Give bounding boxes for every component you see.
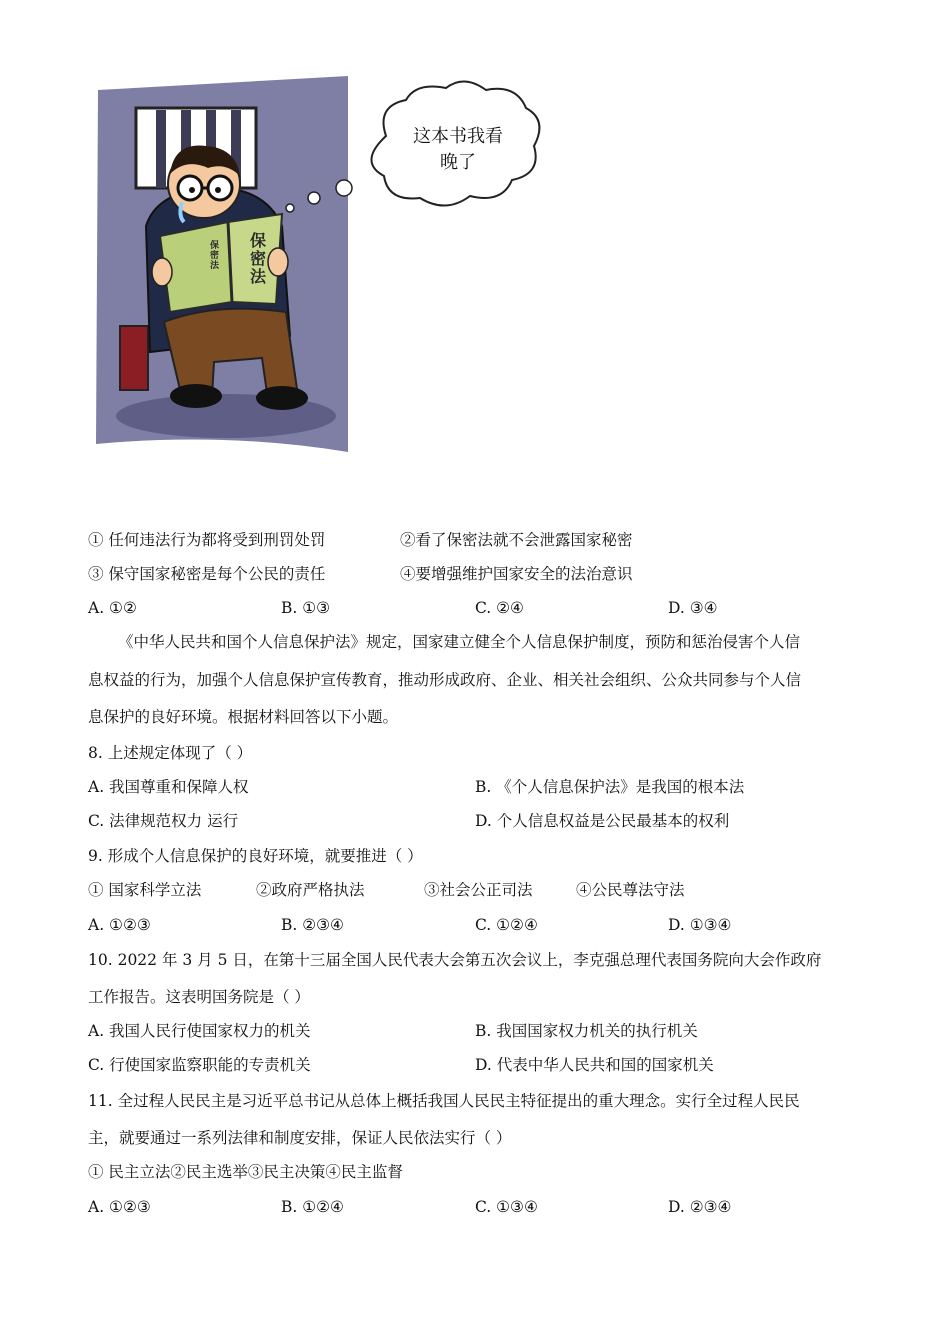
thought-bubble-line2: 晚了 <box>440 152 476 173</box>
book-cover-title: 保密法 <box>250 231 267 286</box>
q9-statement-2: ②政府严格执法 <box>256 881 365 899</box>
cartoon-svg <box>86 76 556 456</box>
q8-choice-d: D. 个人信息权益是公民最基本的权利 <box>475 812 730 830</box>
passage-line-1: 《中华人民共和国个人信息保护法》规定，国家建立健全个人信息保护制度，预防和惩治侵害个人信 <box>118 633 801 651</box>
q11-choice-c: C. ①③④ <box>475 1198 538 1216</box>
q11-stem-line-1: 11. 全过程人民民主是习近平总书记从总体上概括我国人民民主特征提出的重大理念。实行全过程人民民 <box>88 1092 800 1110</box>
q9-choice-a: A. ①②③ <box>88 916 151 934</box>
passage-line-2: 息权益的行为，加强个人信息保护宣传教育，推动形成政府、企业、相关社会组织、公众共同参与个人信 <box>88 671 802 689</box>
passage-line-3: 息保护的良好环境。根据材料回答以下小题。 <box>88 708 399 726</box>
q9-stem: 9. 形成个人信息保护的良好环境，就要推进（ ） <box>88 847 423 865</box>
q11-choice-d: D. ②③④ <box>668 1198 732 1216</box>
q7-statement-1: ① 任何违法行为都将受到刑罚处罚 <box>88 531 326 549</box>
q11-choice-a: A. ①②③ <box>88 1198 151 1216</box>
q8-choice-c: C. 法律规范权力 运行 <box>88 812 239 830</box>
q9-statement-3: ③社会公正司法 <box>424 881 533 899</box>
q10-stem-line-2: 工作报告。这表明国务院是（ ） <box>88 988 310 1006</box>
q9-choice-c: C. ①②④ <box>475 916 538 934</box>
q9-statement-4: ④公民尊法守法 <box>576 881 685 899</box>
q11-statements: ① 民主立法②民主选举③民主决策④民主监督 <box>88 1163 403 1181</box>
q8-choice-a: A. 我国尊重和保障人权 <box>88 778 249 796</box>
cartoon-illustration <box>86 76 556 456</box>
left-shoe <box>170 384 222 408</box>
q9-choice-b: B. ②③④ <box>281 916 344 934</box>
q7-statement-3: ③ 保守国家秘密是每个公民的责任 <box>88 565 326 583</box>
q9-statement-1: ① 国家科学立法 <box>88 881 202 899</box>
q7-choice-a: A. ①② <box>88 599 137 617</box>
book-spine-title: 保密法 <box>210 241 220 271</box>
q7-statement-4: ④要增强维护国家安全的法治意识 <box>400 565 633 583</box>
q10-choice-c: C. 行使国家监察职能的专责机关 <box>88 1056 311 1074</box>
chair <box>120 326 148 390</box>
thought-bubble-line1: 这本书我看 <box>413 126 503 147</box>
q10-choice-b: B. 我国国家权力机关的执行机关 <box>475 1022 698 1040</box>
q11-choice-b: B. ①②④ <box>281 1198 344 1216</box>
q7-choice-b: B. ①③ <box>281 599 331 617</box>
right-shoe <box>256 386 308 410</box>
q7-statement-2: ②看了保密法就不会泄露国家秘密 <box>400 531 633 549</box>
q10-stem-line-1: 10. 2022 年 3 月 5 日，在第十三届全国人民代表大会第五次会议上，李克强总理代表国务院向大会作政府 <box>88 951 822 969</box>
q7-choice-d: D. ③④ <box>668 599 718 617</box>
q8-choice-b: B. 《个人信息保护法》是我国的根本法 <box>475 778 745 796</box>
q11-stem-line-2: 主，就要通过一系列法律和制度安排，保证人民依法实行（ ） <box>88 1129 512 1147</box>
q9-choice-d: D. ①③④ <box>668 916 732 934</box>
q10-choice-a: A. 我国人民行使国家权力的机关 <box>88 1022 311 1040</box>
q7-choice-c: C. ②④ <box>475 599 524 617</box>
q10-choice-d: D. 代表中华人民共和国的国家机关 <box>475 1056 714 1074</box>
q8-stem: 8. 上述规定体现了（ ） <box>88 744 253 762</box>
